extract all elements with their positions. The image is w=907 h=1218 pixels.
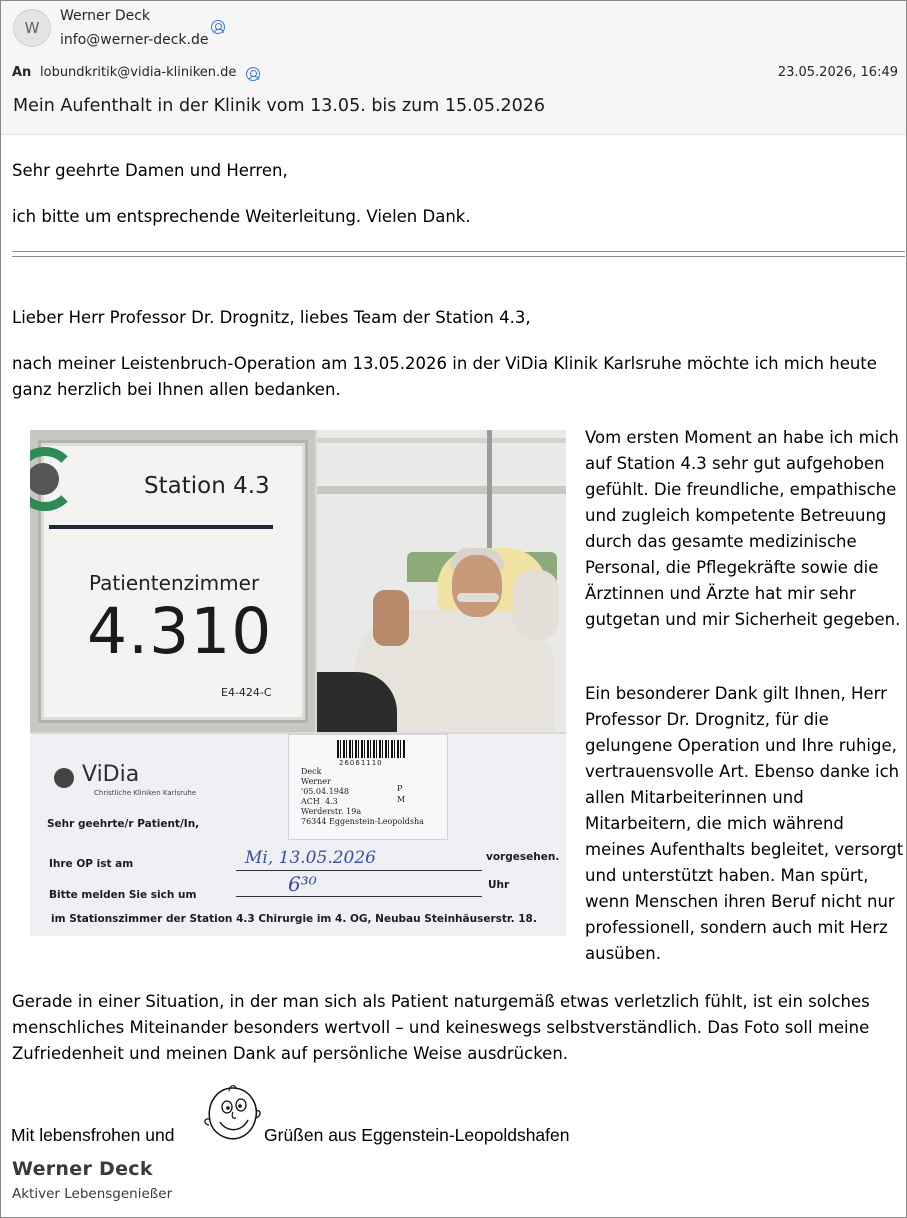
signature-name: Werner Deck <box>12 1158 153 1180</box>
vidia-subtitle: Christliche Kliniken Karlsruhe <box>94 789 197 797</box>
letter-time-after: Uhr <box>488 879 510 891</box>
sign-code: E4-424-C <box>221 686 272 699</box>
letter-intro: nach meiner Leistenbruch-Operation am 13.05.2026 in der ViDia Klinik Karlsruhe möchte ich mich heute ganz herzlich bei Ihnen allen bedanken. <box>12 354 877 399</box>
to-label: An <box>12 65 32 80</box>
sender-avatar[interactable]: W <box>13 9 51 47</box>
to-address[interactable]: lobundkritik@vidia-kliniken.de <box>40 65 237 80</box>
email-header <box>1 1 906 135</box>
letter-op-line: Ihre OP ist am <box>49 858 134 870</box>
letter-paragraph-1: Vom ersten Moment an habe ich mich auf Station 4.3 sehr gut aufgehoben gefühlt. Die freundliche, empathische und zugleich kompetente Betreuung durch das gesamte medizinische Personal, die Pflegekräfte sowie die Ärztinnen und Ärzte hat mir sehr gutgetan und mir Sicherheit gegeben. <box>585 428 901 629</box>
letter-op-after: vorgesehen. <box>486 851 560 863</box>
sign-station: Station 4.3 <box>144 473 270 499</box>
letter-salutation-line: Sehr geehrte/r Patient/In, <box>47 818 200 830</box>
sign-label: Patientenzimmer <box>89 571 260 595</box>
barcode-icon <box>337 740 405 758</box>
sent-date: 23.05.2026, 16:49 <box>777 65 898 80</box>
sign-room-number: 4.310 <box>87 595 273 668</box>
forward-greeting: Sehr geehrte Damen und Herren, <box>12 161 288 180</box>
handwritten-date: Mi, 13.05.2026 <box>245 848 376 868</box>
letter-paragraph-2: Ein besonderer Dank gilt Ihnen, Herr Professor Dr. Drognitz, für die gelungene Operation und Ihre ruhige, vertrauensvolle Art. Ebenso danke ich allen Mitarbeiterinnen und Mitarbeitern, die mich während meines Aufenthalts begleitet, versorgt und unterstützt haben. Man spürt, wenn Menschen ihren Beruf nicht nur professionell, sondern auch mit Herz ausüben. <box>585 684 904 963</box>
letter-time-line: Bitte melden Sie sich um <box>49 889 197 901</box>
vidia-logo-icon <box>54 768 74 788</box>
vidia-name: ViDia <box>82 762 140 787</box>
thumbs-up-icon <box>373 590 409 646</box>
patient-label-pm: P M <box>397 784 406 804</box>
signature-title: Aktiver Lebensgenießer <box>12 1186 173 1202</box>
smiley-face-icon <box>200 1083 264 1145</box>
email-subject: Mein Aufenthalt in der Klinik vom 13.05. bis zum 15.05.2026 <box>13 96 546 116</box>
closing-text-after: Grüßen aus Eggenstein-Leopoldshafen <box>264 1125 570 1145</box>
sender-name[interactable]: Werner Deck <box>60 8 151 24</box>
patient-face <box>452 555 502 617</box>
sender-email[interactable]: info@werner-deck.de <box>60 32 209 48</box>
contact-card-icon[interactable] <box>211 20 225 34</box>
separator-line <box>12 251 905 257</box>
barcode-number: 26061110 <box>339 759 383 767</box>
op-appointment-letter <box>30 734 566 936</box>
room-sign-photo <box>30 430 315 732</box>
handwritten-time: 6³⁰ <box>288 872 317 896</box>
letter-salutation: Lieber Herr Professor Dr. Drognitz, liebes Team der Station 4.3, <box>12 308 531 327</box>
patient-label <box>288 734 448 840</box>
letter-paragraph-3: Gerade in einer Situation, in der man sich als Patient naturgemäß etwas verletzlich fühlt, ist ein solches menschliches Miteinander besonders wertvoll – und keineswegs selbstverständlich. Das Foto soll meine Zufriedenheit und meinen Dank auf persönliche Weise ausdrücken. <box>12 992 870 1063</box>
letter-location-line: im Stationszimmer der Station 4.3 Chirurgie im 4. OG, Neubau Steinhäuserstr. 18. <box>51 913 537 925</box>
photo-collage <box>30 430 566 936</box>
forward-text: ich bitte um entsprechende Weiterleitung. Vielen Dank. <box>12 207 471 226</box>
contact-card-icon[interactable] <box>246 67 260 81</box>
closing-text: Mit lebensfrohen und <box>11 1125 175 1145</box>
patient-label-text: Deck Werner '05.04.1948 ACH 4.3 Werderstr. 19a 76344 Eggenstein-Leopoldsha <box>301 767 424 826</box>
patient-photo <box>317 430 566 732</box>
room-sign <box>38 440 308 723</box>
